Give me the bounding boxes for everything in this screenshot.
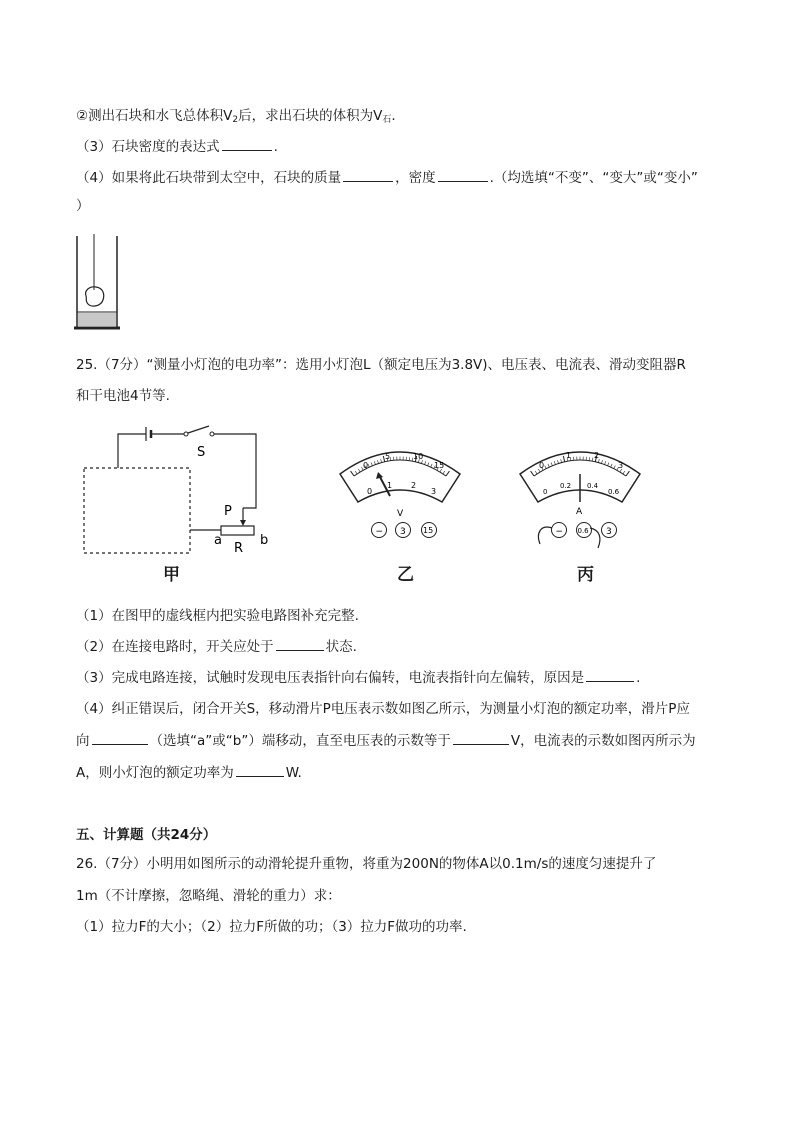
voltmeter <box>330 444 470 544</box>
q25-part4-line3: A，则小灯泡的额定功率为 W. <box>76 765 302 781</box>
q26-line3: （1）拉力F的大小；（2）拉力F所做的功；（3）拉力F做功的功率. <box>76 919 467 935</box>
end-b-label: b <box>260 533 269 548</box>
terminal-label: − <box>555 527 564 537</box>
top-tick-label: 1 <box>566 451 572 460</box>
bottom-tick-label: 1 <box>387 481 393 490</box>
q24-step2: ②测出石块和水飞总体积$V_2$后，求出石块的体积为$V_石$. <box>76 108 396 125</box>
terminal-label: 0.6 <box>577 527 589 535</box>
terminal-label: 3 <box>606 527 612 537</box>
bottom-tick-label: 0.6 <box>608 488 620 496</box>
wire <box>118 434 146 468</box>
bottom-tick-label: 2 <box>411 481 417 490</box>
answer-blank[interactable] <box>92 732 148 745</box>
meter-unit: A <box>576 507 583 517</box>
answer-blank[interactable] <box>236 764 284 777</box>
dashed-box <box>84 468 190 553</box>
terminal-label: − <box>375 527 384 537</box>
end-a-label: a <box>214 533 222 548</box>
switch-lever <box>188 426 209 433</box>
terminal-label: 3 <box>400 527 406 537</box>
answer-blank[interactable] <box>453 732 509 745</box>
answer-blank[interactable] <box>276 638 324 651</box>
q24-part4: （4）如果将此石块带到太空中，石块的质量 ，密度 .（均选填“不变”、“变大”或“变小” <box>76 170 698 186</box>
wire <box>214 434 256 508</box>
switch-contact <box>184 432 188 436</box>
rheostat <box>221 526 254 535</box>
bottom-tick-label: 0 <box>367 487 373 496</box>
switch-contact <box>210 432 214 436</box>
bottom-tick-label: 3 <box>431 487 437 496</box>
q26-line2: 1m（不计摩擦，忽略绳、滑轮的重力）求： <box>76 888 341 904</box>
rheostat-label: R <box>234 541 244 556</box>
ammeter-caption: 丙 <box>577 565 594 585</box>
q25-intro-line2: 和干电池4节等. <box>76 388 170 404</box>
q25-intro-line1: 25.（7分）“测量小灯泡的电功率”：选用小灯泡L（额定电压为3.8V)、电压表、电流表、滑动变阻器R <box>76 357 686 373</box>
voltmeter-caption: 乙 <box>397 565 414 585</box>
terminal-label: 15 <box>423 526 434 535</box>
graduated-cylinder-figure <box>70 232 126 336</box>
top-tick-label: 10 <box>413 452 424 461</box>
answer-blank[interactable] <box>343 169 393 182</box>
top-tick-label: 0 <box>539 461 545 470</box>
section-heading: 五、计算题（共24分） <box>76 827 217 843</box>
lead-wire <box>539 527 553 544</box>
answer-blank[interactable] <box>438 169 488 182</box>
ammeter <box>510 444 650 554</box>
top-tick-label: 0 <box>363 461 369 470</box>
answer-blank[interactable] <box>222 138 272 151</box>
bottom-tick-label: 0 <box>543 488 548 496</box>
bottom-tick-label: 0.2 <box>560 482 572 490</box>
q26-line1: 26.（7分）小明用如图所示的动滑轮提升重物，将重为200N的物体A以0.1m/s的速度匀速提升了 <box>76 856 657 872</box>
q25-part2: （2）在连接电路时，开关应处于 状态. <box>76 639 357 655</box>
meter-unit: V <box>397 509 404 519</box>
q24-part4-cont: ） <box>76 198 90 214</box>
stone-icon <box>86 287 104 306</box>
q25-part4-line1: （4）纠正错误后，闭合开关S，移动滑片P电压表示数如图乙所示，为测量小灯泡的额定功率，滑片P应 <box>76 701 690 717</box>
circuit-caption: 甲 <box>163 565 180 585</box>
q25-part1: （1）在图甲的虚线框内把实验电路图补充完整. <box>76 608 359 624</box>
top-tick-label: 2 <box>594 451 600 460</box>
slider-arrow <box>240 520 246 526</box>
q24-part3: （3）石块密度的表达式 . <box>76 139 278 155</box>
top-tick-label: 3 <box>618 461 624 470</box>
top-tick-label: 15 <box>434 461 445 470</box>
switch-label: S <box>197 445 206 460</box>
answer-blank[interactable] <box>586 669 634 682</box>
top-tick-label: 5 <box>385 452 391 461</box>
q25-part3: （3）完成电路连接，试触时发现电压表指针向右偏转，电流表指针向左偏转，原因是 . <box>76 670 641 686</box>
bottom-tick-label: 0.4 <box>587 482 599 490</box>
q25-part4-line2: 向 （选填“a”或“b”）端移动，直至电压表的示数等于 V，电流表的示数如图丙所示为 <box>76 733 696 749</box>
circuit-diagram <box>76 420 286 560</box>
water-fill <box>78 313 116 327</box>
slider-label: P <box>224 504 232 519</box>
